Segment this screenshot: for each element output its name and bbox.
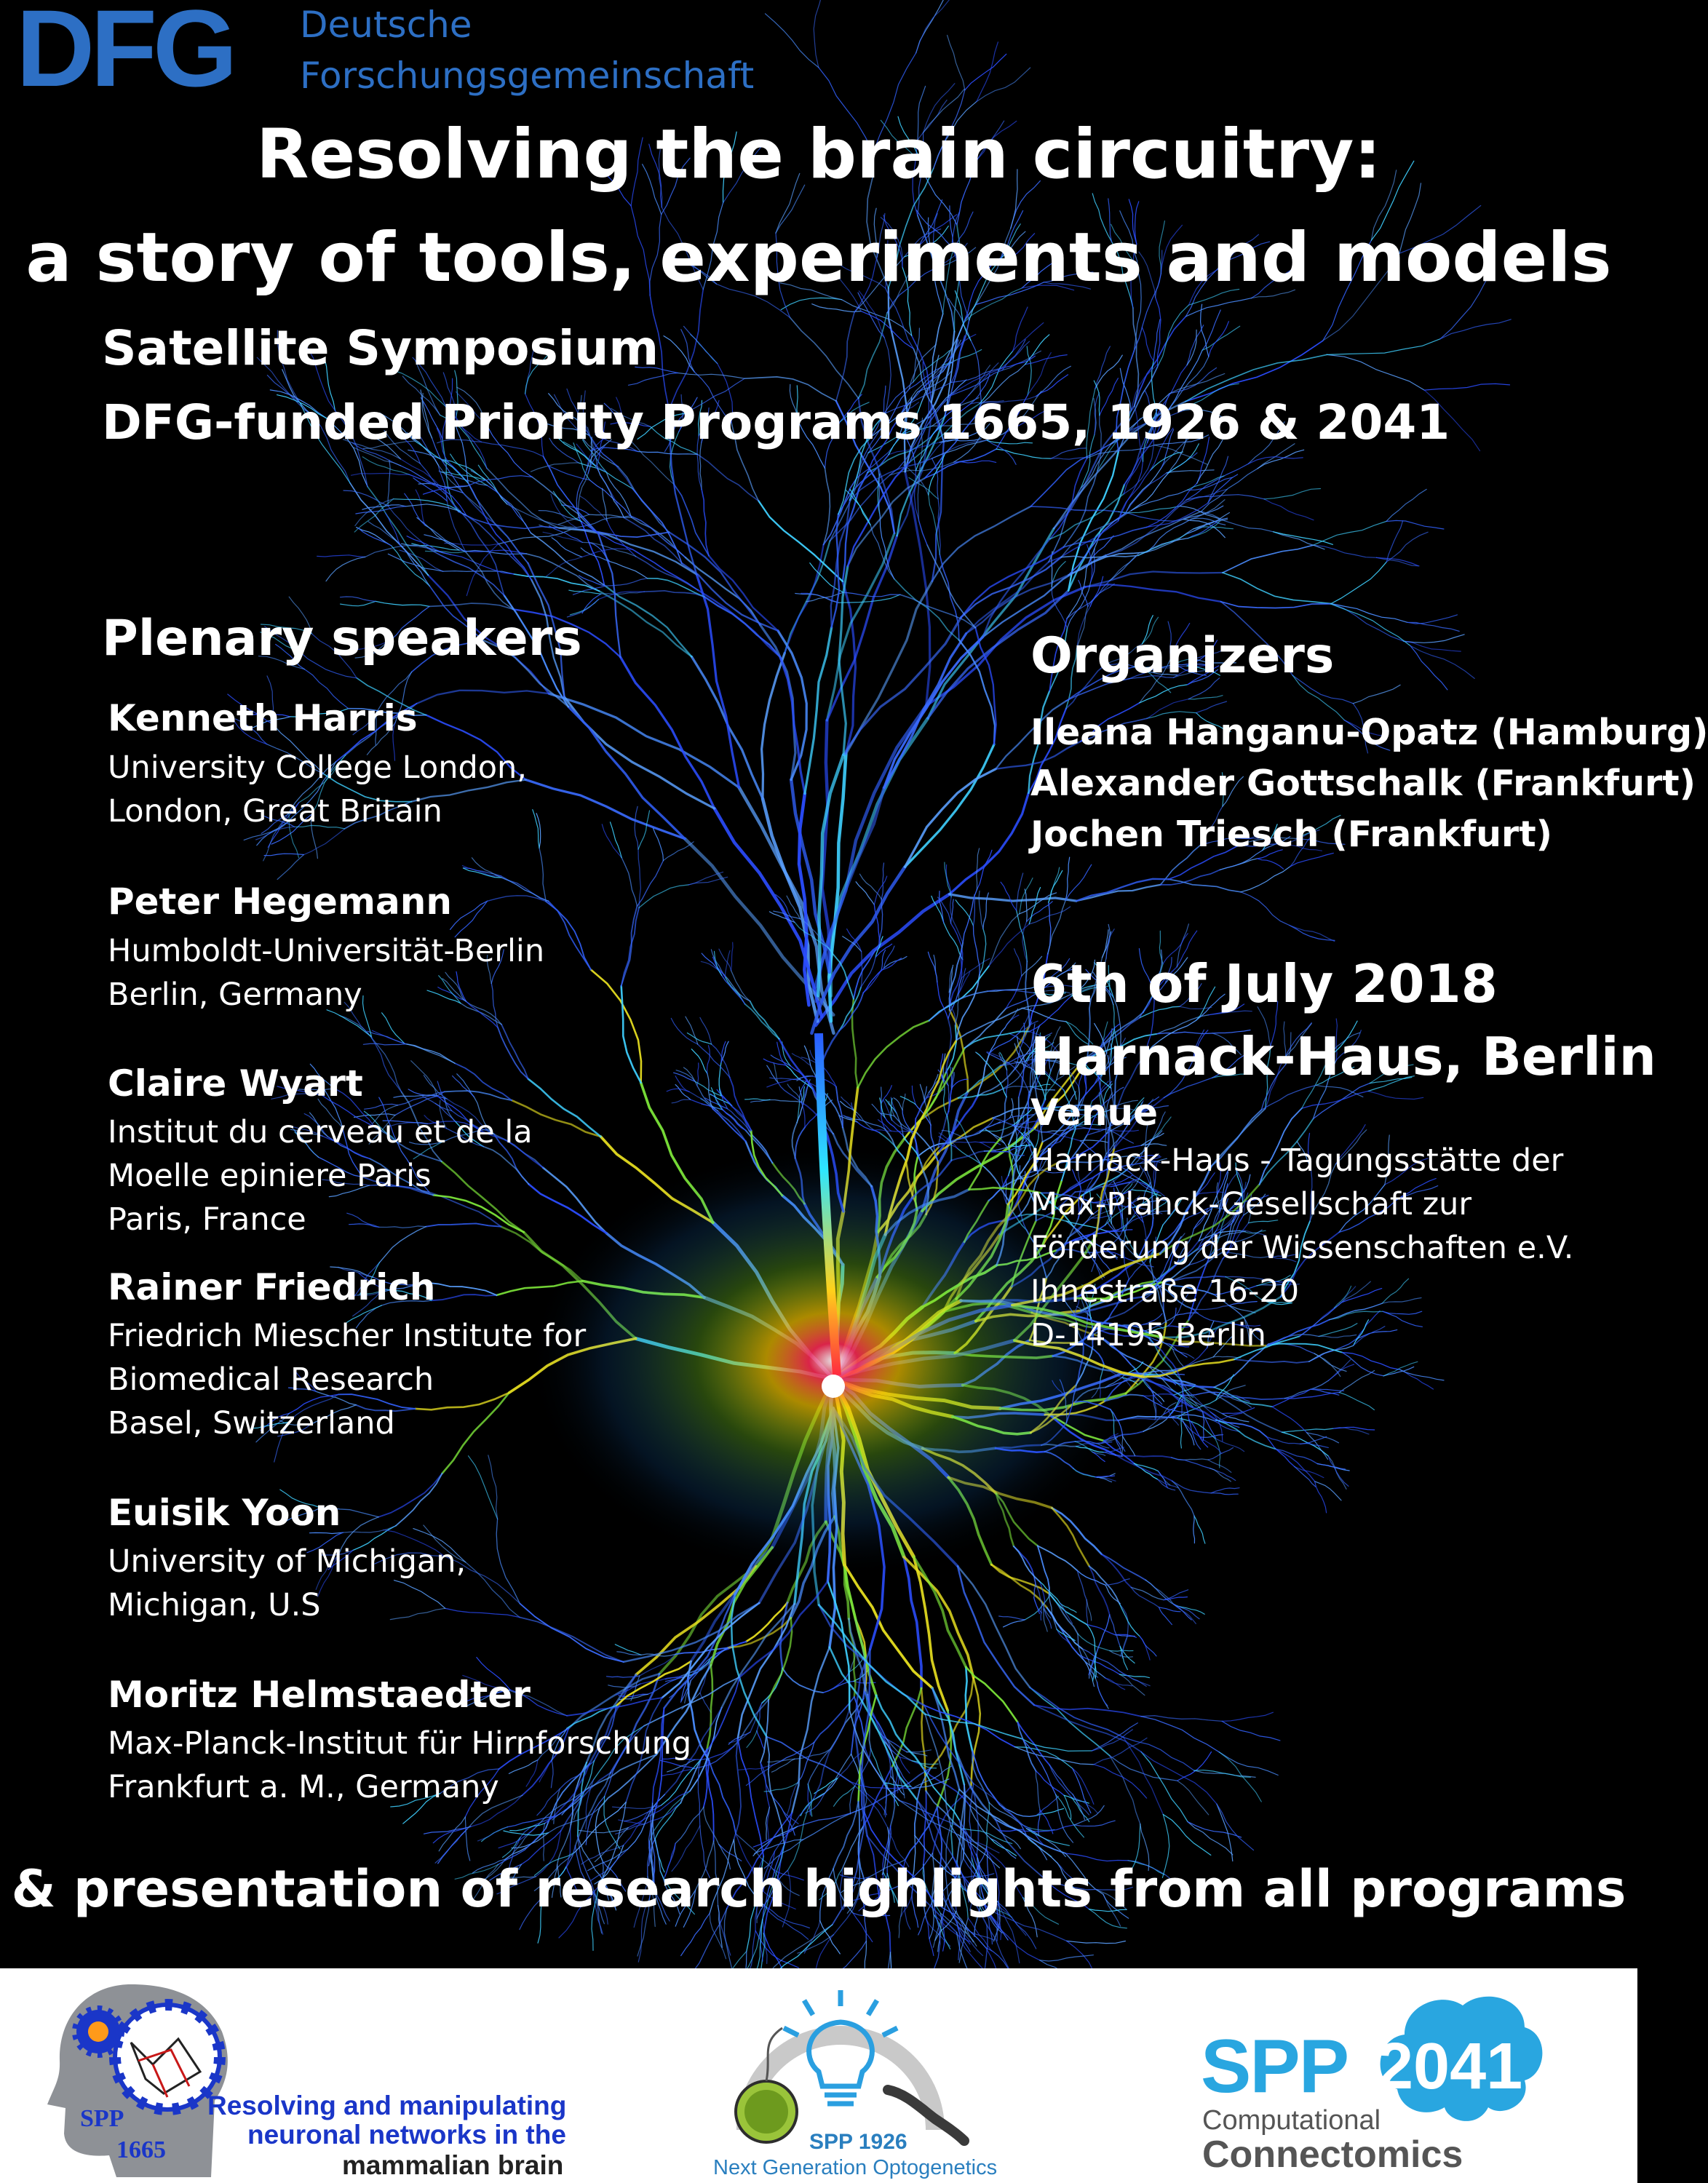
venue-line: Harnack-Haus - Tagungsstätte der — [1030, 1142, 1564, 1179]
dfg-name-line1: Deutsche — [300, 4, 472, 46]
organizers-heading: Organizers — [1030, 627, 1335, 685]
spp1665-line2: neuronal networks in the — [247, 2120, 566, 2150]
title-line2: a story of tools, experiments and models — [25, 218, 1612, 298]
speakers-heading: Plenary speakers — [102, 610, 582, 667]
venue-line: Max-Planck-Gesellschaft zur — [1030, 1186, 1472, 1222]
dfg-name-line2: Forschungsgemeinschaft — [300, 55, 755, 97]
subtitle-line2: DFG-funded Priority Programs 1665, 1926 & 2041 — [102, 394, 1450, 450]
speaker-name: Moritz Helmstaedter — [108, 1674, 531, 1716]
spp1665-head-icon — [44, 1977, 233, 2181]
event-place: Harnack-Haus, Berlin — [1030, 1026, 1656, 1087]
speaker-name: Peter Hegemann — [108, 880, 452, 923]
speaker-affiliation: Biomedical Research — [108, 1361, 434, 1398]
speaker-affiliation: Moelle epiniere Paris — [108, 1158, 432, 1194]
organizer-name: Jochen Triesch (Frankfurt) — [1030, 814, 1553, 855]
event-date: 6th of July 2018 — [1030, 953, 1498, 1014]
venue-heading: Venue — [1030, 1092, 1158, 1134]
title-line1: Resolving the brain circuitry: — [256, 115, 1381, 194]
speaker-affiliation: Paris, France — [108, 1201, 306, 1238]
speaker-name: Rainer Friedrich — [108, 1266, 436, 1308]
speaker-name: Euisik Yoon — [108, 1492, 341, 1534]
research-highlights-line: & presentation of research highlights from all programs — [11, 1859, 1626, 1919]
venue-line: Ihnestraße 16-20 — [1030, 1273, 1300, 1310]
svg-text:SPP: SPP — [80, 2105, 124, 2132]
svg-text:1665: 1665 — [116, 2136, 166, 2163]
venue-line: Förderung der Wissenschaften e.V. — [1030, 1230, 1574, 1266]
speaker-affiliation: London, Great Britain — [108, 793, 442, 830]
dfg-logo-letters: DFG — [16, 0, 234, 109]
logo-band — [0, 1968, 1637, 2183]
speaker-affiliation: Michigan, U.S — [108, 1587, 321, 1623]
speaker-affiliation: Institut du cerveau et de la — [108, 1114, 533, 1150]
spp1665-line3: mammalian brain — [342, 2150, 564, 2180]
spp2041-line1: Computational — [1202, 2105, 1381, 2136]
organizer-name: Ileana Hanganu-Opatz (Hamburg) — [1030, 712, 1708, 753]
spp2041-number: 2041 — [1377, 2030, 1523, 2103]
speaker-affiliation: University College London, — [108, 749, 527, 786]
speaker-affiliation: Max-Planck-Institut für Hirnforschung — [108, 1725, 692, 1762]
spp2041-line2: Connectomics — [1202, 2134, 1463, 2176]
spp1926-caption: Next Generation Optogenetics — [713, 2156, 998, 2179]
spp2041-spp: SPP — [1201, 2024, 1348, 2109]
speaker-affiliation: Friedrich Miescher Institute for — [108, 1318, 587, 1354]
dfg-logo — [16, 0, 263, 109]
spp1926-label: SPP 1926 — [809, 2130, 907, 2154]
spp1926-lightbulb-icon — [717, 1984, 964, 2152]
venue-line: D-14195 Berlin — [1030, 1317, 1266, 1353]
subtitle-line1: Satellite Symposium — [102, 320, 659, 376]
speaker-name: Claire Wyart — [108, 1062, 363, 1105]
speaker-affiliation: University of Michigan, — [108, 1543, 466, 1580]
speaker-affiliation: Berlin, Germany — [108, 977, 362, 1013]
organizer-name: Alexander Gottschalk (Frankfurt) — [1030, 763, 1696, 804]
spp1665-line1: Resolving and manipulating — [207, 2091, 567, 2120]
speaker-affiliation: Basel, Switzerland — [108, 1405, 395, 1442]
speaker-name: Kenneth Harris — [108, 697, 418, 739]
speaker-affiliation: Humboldt-Universität-Berlin — [108, 933, 545, 969]
speaker-affiliation: Frankfurt a. M., Germany — [108, 1769, 499, 1805]
